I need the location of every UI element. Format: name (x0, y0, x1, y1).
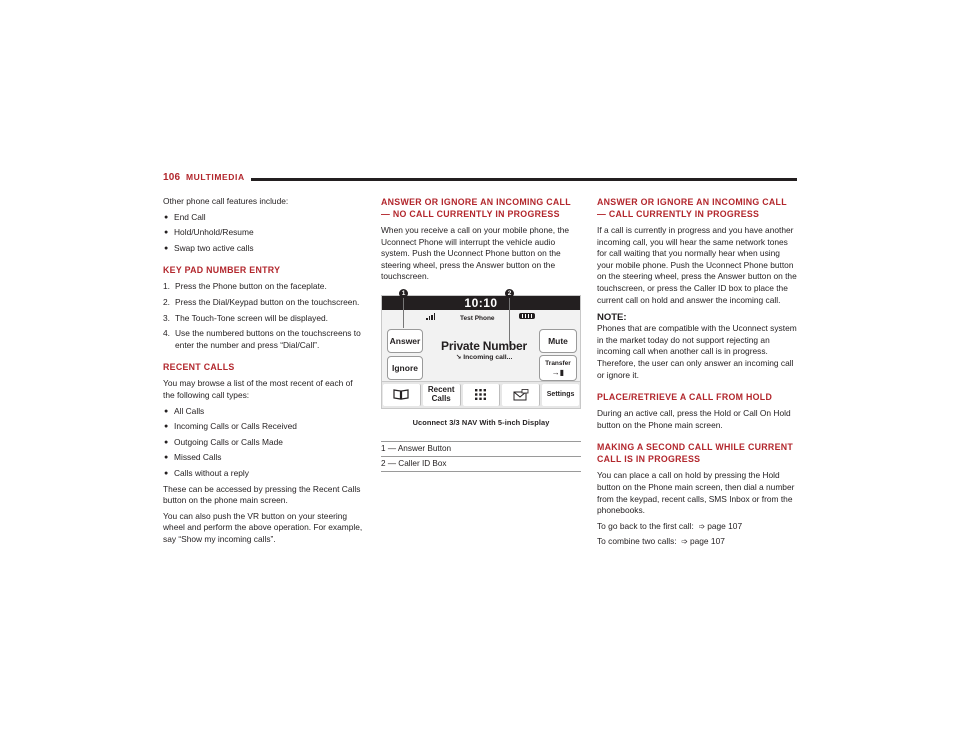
answer-button[interactable]: Answer (387, 329, 423, 353)
recent-calls-heading: RECENT CALLS (163, 362, 235, 373)
legend-row: 1 — Answer Button (381, 442, 581, 457)
keypad-steps (163, 281, 363, 351)
note-text: Phones that are compatible with the Uconnect system in the market today do not support rejecting an incoming call when another call is in progress. Therefore, the user can only answer an incoming call or ignore it. (597, 323, 797, 380)
keypad-icon (475, 389, 486, 400)
recent-calls-list (163, 406, 363, 480)
recent-calls-intro: You may browse a list of the most recent of each of the following call types: (163, 378, 353, 400)
list-item: ● Missed Calls (163, 452, 363, 464)
answer-in-progress-body: If a call is currently in progress and you have another incoming call, you will hear the same network tones for call waiting that you normally hear when using your mobile phone. Push the Uconnect Phone button on the steering wheel, press the Answer button on the touchscreen, or press the Caller ID box to place the current call on hold and answer the incoming call. (597, 225, 797, 305)
hold-heading: PLACE/RETRIEVE A CALL FROM HOLD (597, 392, 773, 403)
vr-paragraph: You can also push the VR button on your steering wheel and perform the above operation. For example, say “Show my incoming calls”. (163, 510, 363, 544)
clock-bar (382, 296, 580, 310)
note-label: NOTE: (597, 312, 627, 324)
column-left (163, 196, 363, 549)
step-text: Press the Phone button on the faceplate. (175, 281, 327, 292)
phonebook-icon (393, 389, 409, 400)
mute-button[interactable]: Mute (539, 329, 577, 353)
features-list (163, 212, 363, 255)
battery-icon (519, 313, 535, 319)
callout-2: 2 (505, 289, 514, 298)
features-intro: Other phone call features include: (163, 196, 289, 206)
page-number: 106 (163, 172, 181, 183)
page-ref-arrow-icon: ➩ (698, 521, 706, 531)
answer-in-progress-heading: ANSWER OR IGNORE AN INCOMING CALL — CALL CURRENTLY IN PROGRESS (597, 197, 787, 219)
list-item: ● Outgoing Calls or Calls Made (163, 437, 363, 449)
step-number: 2. (163, 296, 170, 307)
transfer-button[interactable] (539, 355, 577, 381)
first-call-xref: To go back to the first call: ➩ page 107 (597, 520, 743, 531)
second-call-body: You can place a call on hold by pressing the Hold button on the Phone main screen, then dial a number from the keypad, recent calls, SMS Inbox or from the phonebooks. (597, 470, 795, 516)
tab-messages[interactable] (502, 384, 540, 406)
step-number: 1. (163, 281, 170, 292)
phone-name: Test Phone (460, 314, 495, 322)
page-ref-arrow-icon: ➩ (681, 537, 688, 547)
step-text: Use the numbered buttons on the touchscreens to enter the number and press “Dial/Call”. (175, 328, 361, 350)
combine-calls-xref: To combine two calls: ➩ page 107 (597, 536, 725, 547)
answer-no-call-body: When you receive a call on your mobile phone, the Uconnect Phone will interrupt the vehicle audio system. Push the Uconnect Phone button on the steering wheel, press the Answer button on the touchscreen. (381, 225, 570, 282)
keypad-heading: KEY PAD NUMBER ENTRY (163, 265, 281, 276)
signal-icon (426, 313, 435, 320)
step-item (163, 297, 363, 309)
page-ref-link[interactable]: page 107 (707, 520, 743, 531)
page-ref-link[interactable]: page 107 (689, 536, 725, 547)
caller-status: ↘ Incoming call... (455, 353, 513, 361)
column-middle (381, 196, 581, 472)
column-right (597, 196, 797, 552)
list-item: ● Swap two active calls (163, 243, 363, 255)
hold-body: During an active call, press the Hold or Call On Hold button on the Phone main screen. (597, 408, 791, 430)
uconnect-screen-figure (381, 289, 581, 414)
second-call-heading: MAKING A SECOND CALL WHILE CURRENT CALL IS IN PROGRESS (597, 442, 794, 465)
callout-1: 1 (399, 289, 408, 298)
callout-2-leader (509, 295, 510, 347)
envelope-icon (513, 389, 529, 401)
phone-screen (381, 295, 581, 409)
transfer-label: Transfer (545, 359, 571, 367)
caller-name: Private Number (441, 338, 527, 353)
step-item (163, 328, 363, 351)
list-item: ● All Calls (163, 406, 363, 418)
transfer-phone-icon: →▮ (551, 367, 565, 377)
tab-recent-calls[interactable]: Recent Calls (423, 384, 461, 406)
tab-settings[interactable]: Settings (542, 384, 579, 406)
recent-calls-access: These can be accessed by pressing the Recent Calls button on the phone main screen. (163, 483, 361, 506)
step-number: 4. (163, 328, 170, 339)
list-item: ● Calls without a reply (163, 468, 363, 480)
header-rule (251, 178, 797, 181)
tab-keypad[interactable] (463, 384, 501, 406)
list-item: ● End Call (163, 212, 363, 224)
answer-no-call-heading: ANSWER OR IGNORE AN INCOMING CALL — NO CALL CURRENTLY IN PROGRESS (381, 197, 571, 219)
status-row (382, 312, 580, 322)
step-text: Press the Dial/Keypad button on the touchscreen. (175, 296, 360, 307)
step-number: 3. (163, 312, 170, 323)
incoming-arrow-icon: ↘ (455, 353, 462, 361)
step-text: The Touch-Tone screen will be displayed. (175, 312, 329, 323)
page-header (163, 172, 797, 186)
bottom-tab-bar (382, 381, 580, 408)
figure-caption: Uconnect 3/3 NAV With 5-inch Display (412, 417, 550, 427)
step-item (163, 281, 363, 293)
section-title: MULTIMEDIA (186, 172, 245, 182)
figure-legend (381, 441, 581, 472)
ignore-button[interactable]: Ignore (387, 356, 423, 380)
clock-time: 10:10 (464, 295, 498, 310)
tab-phonebook[interactable] (383, 384, 421, 406)
list-item: ● Hold/Unhold/Resume (163, 227, 363, 239)
caller-id-box[interactable] (434, 340, 534, 362)
legend-row: 2 — Caller ID Box (381, 457, 581, 472)
list-item: ● Incoming Calls or Calls Received (163, 421, 363, 433)
callout-1-leader (403, 295, 404, 328)
step-item (163, 313, 363, 325)
